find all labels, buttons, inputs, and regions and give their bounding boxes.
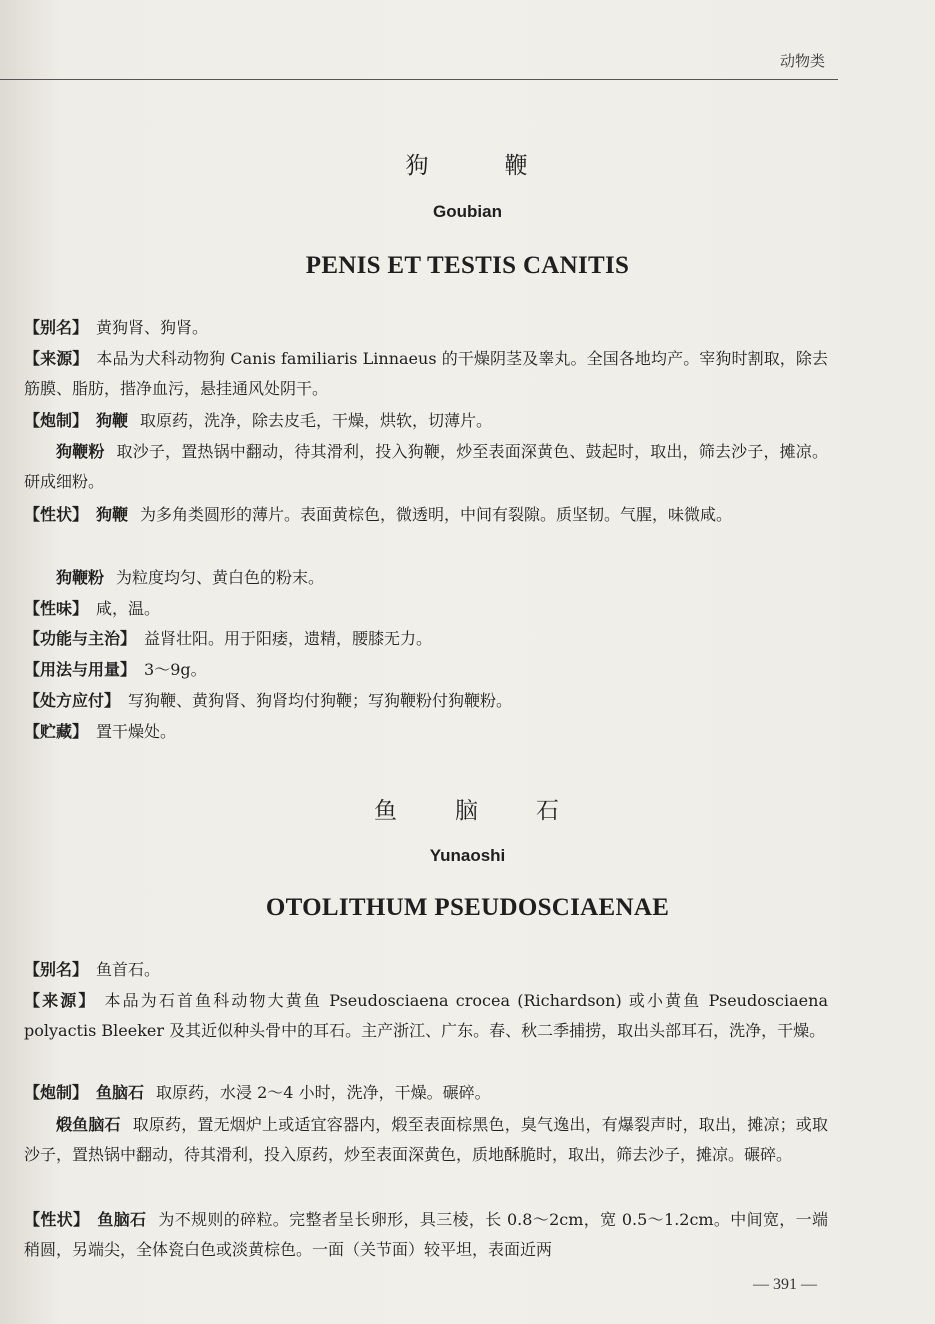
entry-latin-name-yunaoshi: OTOLITHUM PSEUDOSCIAENAE	[265, 894, 670, 921]
section-label: 【处方应付】	[24, 691, 121, 710]
page-number: — 391 —	[753, 1276, 817, 1293]
section-function	[24, 624, 828, 654]
section-source	[24, 344, 828, 404]
section-text: 鱼首石。	[96, 960, 161, 979]
section-text: 取沙子，置热锅中翻动，待其滑利，投入狗鞭，炒至表面深黄色、鼓起时，取出，筛去沙子，摊凉。研成细粉。	[24, 442, 828, 491]
section-text: 为多角类圆形的薄片。表面黄棕色，微透明，中间有裂隙。质坚韧。气腥，味微咸。	[140, 505, 733, 524]
section-label: 【来源】	[24, 991, 97, 1010]
section-label: 【炮制】	[24, 411, 89, 430]
section-text: 益肾壮阳。用于阳痿，遗精，腰膝无力。	[144, 629, 433, 648]
section-alias	[24, 955, 828, 985]
section-text: 取原药，水浸 2～4 小时，洗净，干燥。碾碎。	[156, 1083, 491, 1102]
section-text: 取原药，置无烟炉上或适宜容器内，煅至表面棕黑色，臭气逸出，有爆裂声时，取出，摊凉；或取沙子，置热锅中翻动，待其滑利，投入原药，炒至表面深黄色，质地酥脆时，取出，筛去沙子，摊凉。碾碎。	[24, 1115, 828, 1164]
section-text: 本品为石首鱼科动物大黄鱼 Pseudosciaena crocea (Richardson) 或小黄鱼 Pseudosciaena polyactis Bleeker 及其近似种头骨中的耳石。主产浙江、广东。春、秋二季捕捞，取出头部耳石，洗净，干燥。	[24, 991, 828, 1040]
section-label: 【别名】	[24, 318, 89, 337]
section-label: 【用法与用量】	[24, 660, 137, 679]
section-subterm: 鱼脑石	[97, 1210, 147, 1229]
entry-latin-name-goubian: PENIS ET TESTIS CANITIS	[305, 252, 630, 279]
section-text: 为不规则的碎粒。完整者呈长卵形，具三棱，长 0.8～2cm，宽 0.5～1.2cm。中间宽，一端稍圆，另端尖，全体瓷白色或淡黄棕色。一面（关节面）较平坦，表面近两	[24, 1210, 828, 1259]
section-text: 写狗鞭、黄狗肾、狗肾均付狗鞭；写狗鞭粉付狗鞭粉。	[128, 691, 513, 710]
section-processing	[24, 406, 828, 436]
section-processing	[24, 1078, 828, 1108]
entry-pinyin-yunaoshi: Yunaoshi	[429, 846, 506, 865]
entry-title-yunaoshi	[0, 792, 935, 825]
section-calcined	[24, 1110, 828, 1170]
section-storage	[24, 717, 828, 747]
section-text: 本品为犬科动物狗 Canis familiaris Linnaeus 的干燥阴茎及睾丸。全国各地均产。宰狗时割取，除去筋膜、脂肪，揩净血污，悬挂通风处阴干。	[24, 349, 828, 398]
section-source	[24, 986, 828, 1046]
title-char: 狗	[405, 153, 431, 179]
section-label: 【贮藏】	[24, 722, 89, 741]
section-label: 【别名】	[24, 960, 89, 979]
section-subterm: 狗鞭粉	[56, 442, 105, 461]
section-text: 为粒度均匀、黄白色的粉末。	[116, 568, 325, 587]
section-subterm: 狗鞭	[96, 411, 129, 430]
section-text: 咸，温。	[96, 599, 161, 618]
entry-pinyin-goubian: Goubian	[433, 202, 502, 221]
section-subterm: 鱼脑石	[96, 1083, 145, 1102]
section-text: 置干燥处。	[96, 722, 177, 741]
section-character	[24, 1205, 828, 1265]
section-text: 3～9g。	[144, 660, 207, 679]
title-char: 鱼	[374, 798, 399, 824]
title-char: 石	[536, 798, 561, 824]
running-head: 动物类	[779, 52, 825, 70]
section-label: 【性状】	[24, 1210, 90, 1229]
section-alias	[24, 313, 828, 343]
section-label: 【来源】	[24, 349, 89, 368]
section-label: 【性味】	[24, 599, 89, 618]
section-subterm: 煅鱼脑石	[56, 1115, 121, 1134]
section-label: 【炮制】	[24, 1083, 89, 1102]
title-char: 鞭	[504, 153, 530, 179]
title-char: 脑	[455, 798, 480, 824]
section-dosage	[24, 655, 828, 685]
section-character-powder	[24, 563, 828, 593]
section-label: 【功能与主治】	[24, 629, 137, 648]
section-text: 黄狗肾、狗肾。	[96, 318, 209, 337]
section-subterm: 狗鞭粉	[56, 568, 105, 587]
section-prescription	[24, 686, 828, 716]
section-character	[24, 500, 828, 530]
entry-title-goubian	[0, 147, 935, 180]
header-rule	[0, 79, 838, 80]
section-taste	[24, 594, 828, 624]
section-label: 【性状】	[24, 505, 89, 524]
section-text: 取原药，洗净，除去皮毛，干燥，烘软，切薄片。	[140, 411, 493, 430]
section-subterm: 狗鞭	[96, 505, 129, 524]
section-powder	[24, 437, 828, 497]
